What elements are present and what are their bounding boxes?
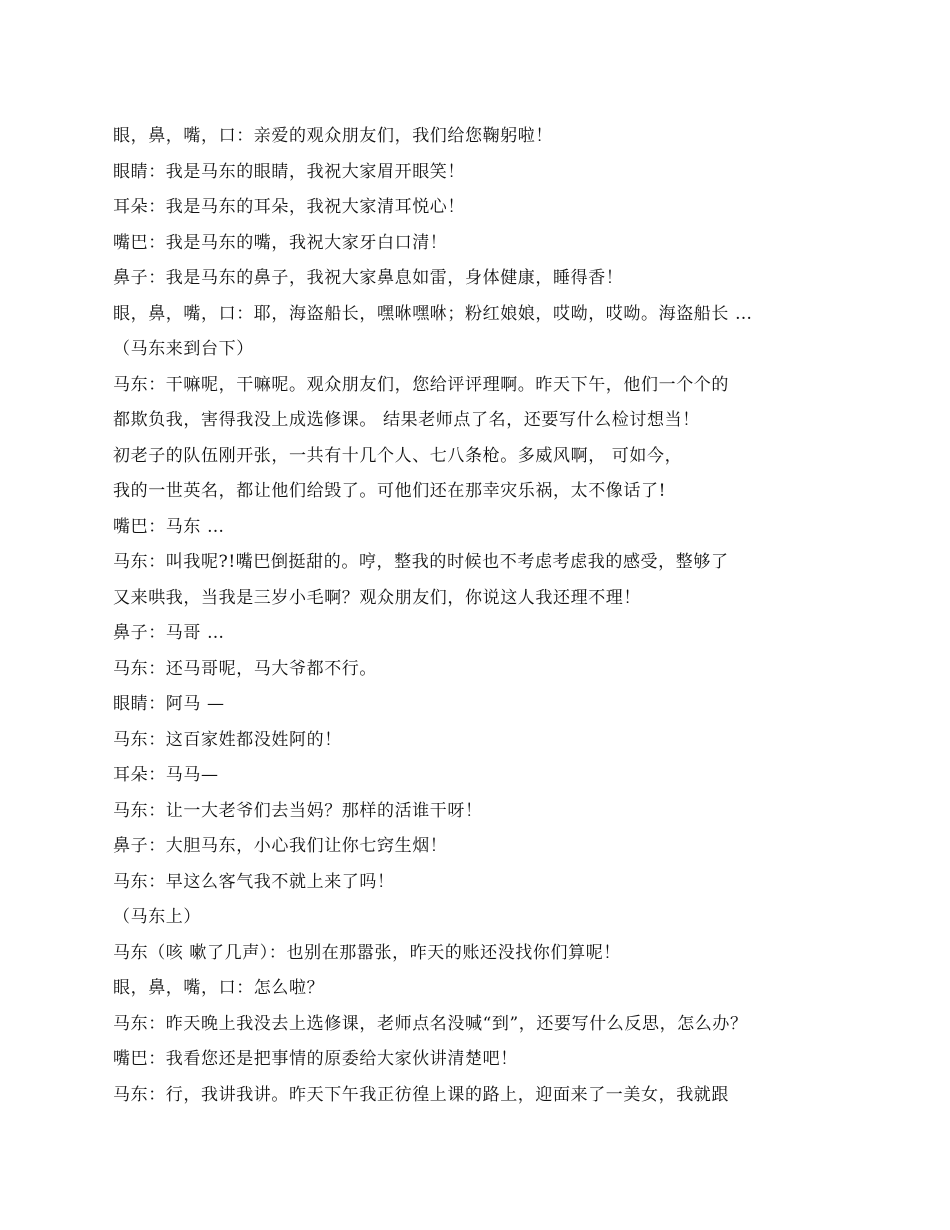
text-line: 耳朵：我是马东的耳朵，我祝大家清耳悦心！ <box>113 197 465 217</box>
text-line: 马东：让一大老爷们去当妈？那样的活谁干呀！ <box>113 800 483 821</box>
text-line: 嘴巴：我看您还是把事情的原委给大家伙讲清楚吧！ <box>113 1049 518 1069</box>
text-line: 眼睛：阿马 — <box>113 694 225 714</box>
text-line: 嘴巴：我是马东的嘴，我祝大家牙白口清！ <box>113 232 448 253</box>
text-line: 耳朵：马马— <box>113 765 219 785</box>
text-line: 鼻子：我是马东的鼻子，我祝大家鼻息如雷，身体健康，睡得香！ <box>113 268 624 288</box>
text-line: 眼，鼻，嘴，口：怎么啦？ <box>113 978 325 998</box>
text-line: 马东：叫我呢?!嘴巴倒挺甜的。哼，整我的时候也不考虑考虑我的感受，整够了 <box>113 552 729 572</box>
stage-direction: （马东上） <box>113 907 201 927</box>
text-line: 嘴巴：马东 … <box>113 516 225 537</box>
text-line: 马东：干嘛呢，干嘛呢。观众朋友们，您给评评理啊。昨天下午，他们一个个的 <box>113 374 729 395</box>
text-line: 马东：昨天晚上我没去上选修课，老师点名没喊“到”，还要写什么反思，怎么办？ <box>113 1013 748 1034</box>
text-line: 我的一世英名，都让他们给毁了。可他们还在那幸灾乐祸，太不像话了! <box>113 481 667 501</box>
text-line: 都欺负我，害得我没上成选修课。 结果老师点了名，还要写什么检讨想当！ <box>113 410 700 430</box>
text-line: 鼻子：大胆马东，小心我们让你七窍生烟！ <box>113 836 448 856</box>
script-text-body <box>113 119 833 1113</box>
text-line: 眼睛：我是马东的眼睛，我祝大家眉开眼笑！ <box>113 161 465 182</box>
text-line: 眼，鼻，嘴，口：耶，海盗船长，嘿咻嘿咻；粉红娘娘，哎呦，哎呦。海盗船长 … <box>113 303 753 324</box>
text-line: 又来哄我，当我是三岁小毛啊？观众朋友们，你说这人我还理不理！ <box>113 587 641 608</box>
text-line: 马东（咳 嗽了几声）：也别在那嚣张，昨天的账还没找你们算呢！ <box>113 942 621 963</box>
text-line: 初老子的队伍刚开张，一共有十几个人、七八条枪。多威风啊， 可如今， <box>113 445 683 466</box>
text-line: 鼻子：马哥 … <box>113 623 225 643</box>
text-line: 马东：早这么客气我不就上来了吗！ <box>113 871 395 892</box>
text-line: 马东：这百家姓都没姓阿的！ <box>113 729 342 750</box>
text-line: 马东：还马哥呢，马大爷都不行。 <box>113 658 377 679</box>
text-line: 马东：行，我讲我讲。昨天下午我正彷徨上课的路上，迎面来了一美女，我就跟 <box>113 1084 729 1105</box>
stage-direction: （马东来到台下） <box>113 339 254 359</box>
text-line: 眼，鼻，嘴，口：亲爱的观众朋友们，我们给您鞠躬啦！ <box>113 126 553 146</box>
